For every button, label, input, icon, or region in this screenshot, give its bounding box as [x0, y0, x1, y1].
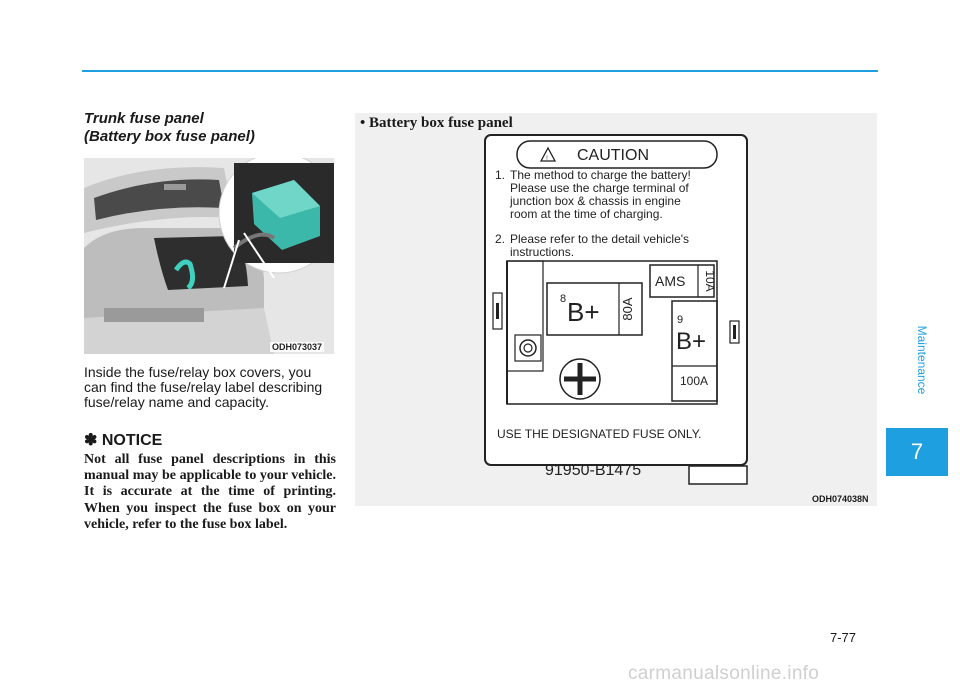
- instruction1-num: 1.: [495, 168, 506, 182]
- chapter-tab: 7: [886, 428, 948, 476]
- page-number: 7-77: [830, 630, 857, 645]
- ams-rating: 10A: [703, 270, 717, 292]
- fuse-8-rating: 80A: [620, 297, 635, 321]
- panel-heading: • Battery box fuse panel: [360, 115, 513, 131]
- panel-code: ODH074038N: [812, 494, 869, 504]
- instruction1-line1: The method to charge the battery!: [510, 168, 691, 182]
- side-label-text: Maintenance: [915, 325, 929, 395]
- instruction2-num: 2.: [495, 232, 506, 246]
- heading-line-1: Trunk fuse panel: [84, 110, 204, 127]
- body-text: Inside the fuse/relay box covers, you can find the fuse/relay label describing fuse/relay name and capacity.: [84, 364, 323, 410]
- barcode-box: [689, 466, 747, 484]
- photo-code: ODH073037: [272, 342, 323, 352]
- fuse-9-rating: 100A: [679, 374, 709, 388]
- svg-text:!: !: [546, 156, 548, 162]
- part-number: 91950-B1475: [545, 462, 642, 479]
- fuse-9-number: 9: [677, 314, 684, 326]
- notice-text: Not all fuse panel descriptions in this manual may be applicable to your vehicle. It is accurate at the time of printing. When you inspect the fuse box on your vehicle, refer to the fuse box label.: [84, 452, 336, 532]
- trunk-photo: [84, 158, 334, 354]
- instruction1-line2: Please use the charge terminal of: [510, 181, 689, 195]
- top-rule: [82, 70, 878, 72]
- footer-watermark[interactable]: carmanualsonline.info: [628, 663, 820, 684]
- fuse-8-name: B+: [567, 297, 600, 327]
- fuse-label-drawing: [355, 113, 877, 506]
- fuse-8-number: 8: [560, 293, 567, 305]
- caution-text: CAUTION: [577, 147, 649, 164]
- notice-title: ✽ NOTICE: [84, 432, 163, 449]
- designated-text: USE THE DESIGNATED FUSE ONLY.: [497, 427, 702, 441]
- heading-line-2: (Battery box fuse panel): [84, 128, 255, 145]
- side-label: [888, 300, 948, 420]
- fuse-9-name: B+: [676, 328, 707, 355]
- section-heading: [84, 110, 255, 146]
- ams-name: AMS: [655, 273, 686, 289]
- instruction1-line4: room at the time of charging.: [510, 207, 663, 221]
- instruction1-line3: junction box & chassis in engine: [510, 194, 681, 208]
- instruction2-line1: Please refer to the detail vehicle's: [510, 232, 690, 246]
- instruction2-line2: instructions.: [510, 245, 575, 259]
